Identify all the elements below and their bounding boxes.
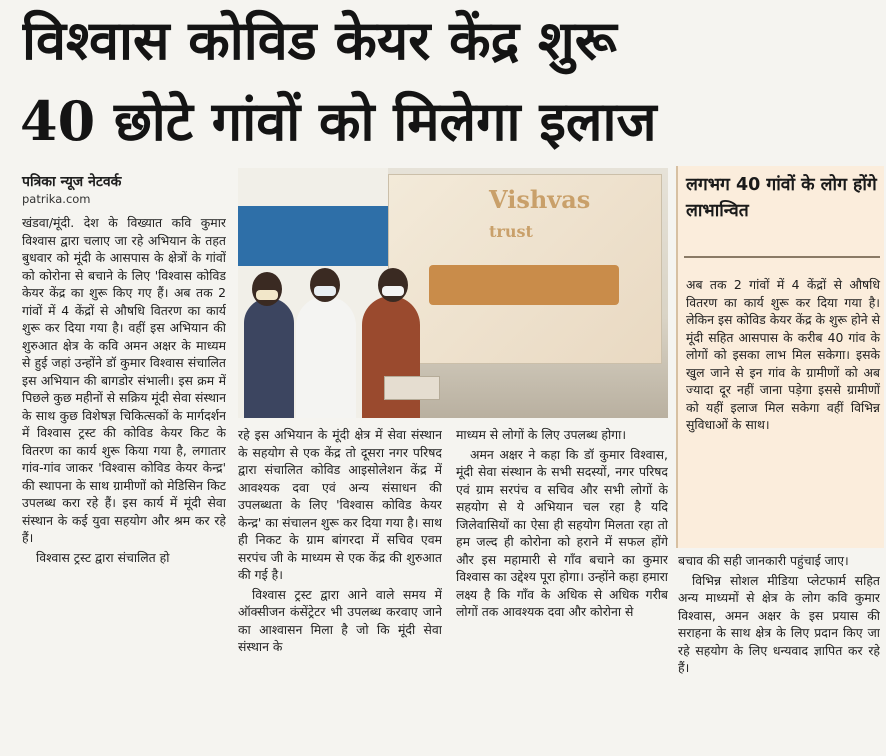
headline-line-1: विश्वास कोविड केयर केंद्र शुरू (22, 8, 617, 72)
person-left (244, 298, 294, 418)
column-2-paragraph-2: विश्वास ट्रस्ट द्वारा आने वाले समय में ऑक्सीजन कंसेंट्रेटर भी उपलब्ध करवाए जाने का आश्वासन मिला है जो कि मूंदी सेवा संस्थान के (238, 586, 442, 654)
screen-brand-text: Vishvas trust (489, 185, 591, 241)
column-2-paragraph-1: रहे इस अभियान के मूंदी क्षेत्र में सेवा संस्थान के सहयोग से एक केंद्र तो दूसरा नगर परिषद द्वारा संचालित कोविड आइसोलेशन केंद्र में आवश्यक दवा एवं अन्य संसाधन की उपलब्धता के लिए 'विश्वास कोविड केयर केन्द्र' का संचालन शुरू कर दिया गया है। साथ ही निकट के ग्राम बांगरदा में सचिव एवम सरपंच जी के माध्यम से एक केंद्र की शुरुआत की गई है। (238, 427, 442, 582)
head-left (252, 272, 282, 306)
mask-center (314, 286, 336, 296)
article-column-2 (238, 426, 442, 754)
screen-banner (429, 265, 619, 305)
column-1-paragraph-2: विश्वास ट्रस्ट द्वारा संचालित हो (36, 549, 170, 565)
sidebar-body: अब तक 2 गांवों में 4 केंद्रों से औषधि वितरण का कार्य शुरू कर दिया गया है। लेकिन इस कोविड केयर केंद्र के शुरू होने से मूंदी सहित आसपास के करीब 40 गांव के लोगों को इसका लाभ मिल सकेगा। इसके खुल जाने से इन गांव के ग्रामीणों को अब ज्यादा दूर नहीं जाना पड़ेगा इससे ग्रामीणों को यहीं इलाज मिल सकेगा वहीं विभिन्न सुविधाओं के साथ। (686, 277, 880, 432)
sidebar-rule (684, 256, 880, 258)
person-center (296, 296, 356, 418)
mask-right (382, 286, 404, 296)
article-column-4 (678, 552, 880, 752)
sidebar-box (676, 166, 884, 548)
medicine-kit-box (384, 376, 440, 400)
article-column-1 (22, 214, 226, 754)
photo-banner-stripe (238, 206, 388, 266)
head-center (310, 268, 340, 302)
article-column-3 (456, 426, 668, 754)
news-photo (238, 168, 668, 418)
column-4-paragraph-2: विभिन्न सोशल मीडिया प्लेटफार्म सहित अन्य माध्यमों से क्षेत्र के लोग कवि कुमार विश्वास, अमन अक्षर के इस प्रयास की सराहना के साथ क्षेत्र के लिए प्रदान किए जा रहे सहयोग के लिए धन्यवाद ज्ञापित कर रहे हैं। (678, 572, 880, 675)
column-4-paragraph-1: बचाव की सही जानकारी पहुंचाई जाए। (678, 553, 849, 568)
head-right (378, 268, 408, 302)
projector-screen (388, 174, 662, 364)
mask-left (256, 290, 278, 300)
column-3-paragraph-2: अमन अक्षर ने कहा कि डॉ कुमार विश्वास, मूंदी सेवा संस्थान के सभी सदस्यों, नगर परिषद एवं ग्राम सरपंच व सचिव और सभी लोगों के सहयोग से ये अभियान चल रहा है यदि जिलेवासियों का ऐसा ही सहयोग मिलता रहा तो हम जल्द ही कोरोना को हराने में सफल होंगे और इस महामारी से गाँव बचाने का कुमार विश्वास का उद्देश्य पूरा होगा। उन्होंने कहा हमारा लक्ष्य है कि गाँव के अधिक से अधिक गरीब लोगों तक आवश्यक दवा और कोरोना से (456, 446, 668, 619)
sidebar-heading: लगभग 40 गांवों के लोग होंगे लाभान्वित (686, 175, 877, 221)
column-3-paragraph-1: माध्यम से लोगों के लिए उपलब्ध होगा। (456, 427, 627, 442)
source-url: patrika.com (22, 192, 91, 206)
column-1-paragraph-1: खंडवा/मूंदी. देश के विख्यात कवि कुमार विश्वास द्वारा चलाए जा रहे अभियान के तहत बुधवार को मूंदी के आसपास के क्षेत्रों के गांवों को कोरोना से बचाने के लिए 'विश्वास कोविड केयर केंद्र का शुरू किए गए हैं। अब तक 2 गांवों में 4 केंद्रों से औषधि वितरण का कार्य शुरू कर दिया गया है। वहीं इस अभियान की शुरुआत क्षेत्र के कवि अमन अक्षर के माध्यम से हुई जहां उन्होंने डॉ कुमार विश्वास संचालित इस अभियान की बागडोर संभाली। इस क्रम में पिछले कुछ महीनों से सक्रिय मूंदी सेवा संस्थान के साथ कुछ विशेषज्ञ चिकित्सकों के मार्गदर्शन में विश्वास ट्रस्ट की कोविड केयर किट के वितरण का कार्य शुरू किया गया है, लगातार गांव-गांव जाकर 'विश्वास कोविड केयर केन्द्र' की स्थापना के साथ ग्रामीणों को मेडिसिन किट उपलब्ध करा रहे हैं। इस कार्य में मूंदी सेवा संस्थान के कई युवा सहयोग और श्रम कर रहे हैं। (22, 215, 226, 545)
byline: पत्रिका न्यूज नेटवर्क (22, 174, 122, 190)
headline-line-2: 40 छोटे गांवों को मिलेगा इलाज (20, 89, 657, 153)
